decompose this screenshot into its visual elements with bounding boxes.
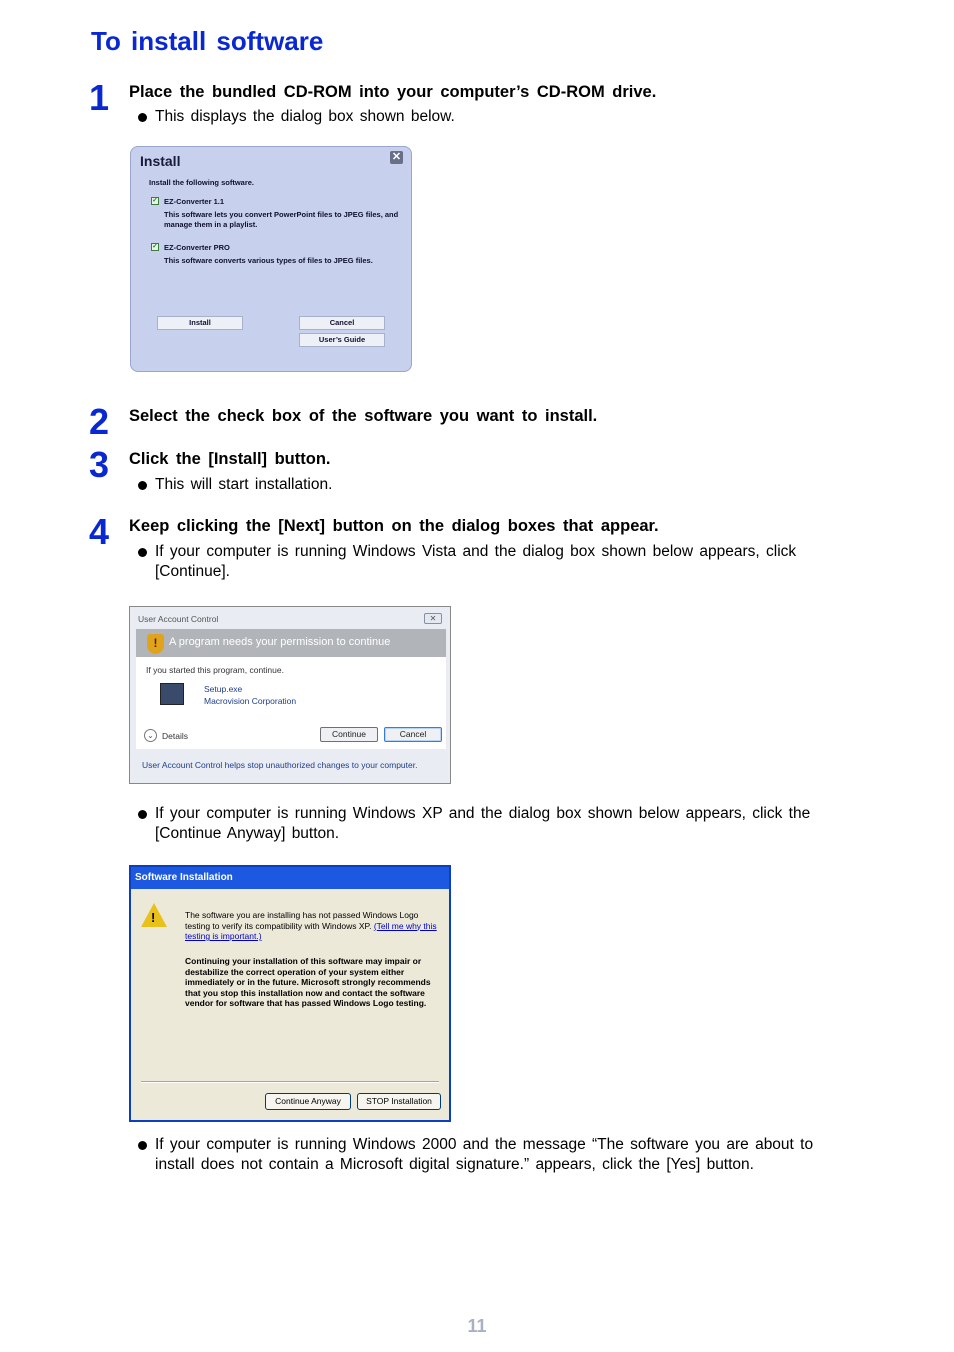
close-icon[interactable]: ✕ [424, 613, 442, 624]
xp-recommendation-text: Continuing your installation of this software may impair or destabilize the correct operation of your system either immediately or in the future. Microsoft strongly recommends that you stop this installation now and contact the software vendor for software that has passed Windows Logo testing. [185, 956, 431, 1008]
uac-body [136, 657, 446, 749]
cancel-button[interactable]: Cancel [299, 316, 385, 330]
close-icon[interactable]: ✕ [391, 151, 402, 163]
bullet-text: This will start installation. [155, 476, 333, 493]
bullet-text: If your computer is running Windows Vista and the dialog box shown below appears, click [Continue]. [155, 543, 797, 580]
divider [141, 1081, 439, 1083]
bullet-dot [138, 1141, 147, 1150]
uac-footer: User Account Control helps stop unauthorized changes to your computer. [142, 760, 418, 770]
bullet-step3 [138, 475, 332, 495]
xp-software-installation-dialog [129, 865, 451, 1122]
bullet-dot [138, 810, 147, 819]
software-name-2: EZ-Converter PRO [164, 243, 230, 252]
xp-logo-warning [185, 910, 439, 942]
page-title: To install software [91, 26, 324, 56]
bullet-text: If your computer is running Windows 2000 and the message “The software you are about to install does not contain a Microsoft digital signature.” appears, click the [Yes] button. [155, 1136, 814, 1173]
step-number-4: 4 [89, 511, 110, 552]
setup-app-icon [160, 683, 184, 705]
continue-button[interactable]: Continue [320, 727, 378, 742]
install-button[interactable]: Install [157, 316, 243, 330]
bullet-text: This displays the dialog box shown below. [155, 108, 455, 125]
xp-titlebar [131, 867, 449, 889]
continue-anyway-button[interactable]: Continue Anyway [265, 1093, 351, 1110]
bullet-win2000 [138, 1135, 828, 1175]
page-number: 11 [467, 1316, 487, 1336]
uac-banner-text: A program needs your permission to continue [169, 636, 391, 648]
uac-caption: User Account Control [138, 614, 219, 624]
tell-me-why-link[interactable]: (Tell me why this testing is important.) [185, 920, 437, 941]
step-text-2: Select the check box of the software you want to install. [129, 407, 598, 425]
software-desc-2: This software converts various types of files to JPEG files. [164, 256, 373, 265]
step-number-1: 1 [89, 77, 110, 118]
uac-started-text: If you started this program, continue. [146, 665, 284, 675]
checkbox-ez-converter-pro[interactable]: ✓ [152, 243, 158, 250]
cancel-button[interactable]: Cancel [384, 727, 442, 742]
software-name-1: EZ-Converter 1.1 [164, 197, 225, 206]
bullet-dot [138, 113, 147, 122]
step-number-2: 2 [89, 401, 110, 442]
step-number-3: 3 [89, 444, 110, 485]
xp-logo-warning-text: The software you are installing has not passed Windows Logo testing to verify its compatibility with Windows XP. [185, 910, 419, 931]
bullet-step1 [138, 107, 455, 127]
step-text-4: Keep clicking the [Next] button on the dialog boxes that appear. [129, 517, 659, 535]
step-text-1: Place the bundled CD-ROM into your computer’s CD-ROM drive. [129, 83, 657, 101]
uac-app-name: Setup.exe [204, 684, 243, 694]
bullet-text: If your computer is running Windows XP and the dialog box shown below appears, click the [Continue Anyway] button. [155, 805, 811, 842]
bullet-dot [138, 548, 147, 557]
uac-publisher: Macrovision Corporation [204, 696, 297, 706]
users-guide-button[interactable]: User’s Guide [299, 333, 385, 347]
xp-dialog-title: Software Installation [135, 872, 233, 883]
checkbox-ez-converter-11[interactable]: ✓ [152, 197, 158, 204]
warning-icon-mark: ! [151, 910, 156, 925]
bullet-dot [138, 481, 147, 490]
install-dialog-title: Install [140, 153, 181, 169]
uac-details-toggle[interactable]: Details [162, 731, 188, 741]
uac-dialog [129, 606, 451, 784]
shield-icon: ! [147, 634, 164, 654]
uac-program-info [204, 683, 296, 707]
install-instruction: Install the following software. [149, 178, 255, 187]
bullet-vista [138, 542, 828, 582]
install-dialog [130, 146, 412, 372]
stop-installation-button[interactable]: STOP Installation [357, 1093, 441, 1110]
step-text-3: Click the [Install] button. [129, 450, 331, 468]
uac-banner [136, 629, 446, 657]
software-desc-1: This software lets you convert PowerPoint files to JPEG files, and manage them in a playlist. [164, 210, 399, 229]
chevron-down-icon[interactable]: ⌄ [144, 729, 157, 742]
bullet-xp [138, 804, 848, 844]
